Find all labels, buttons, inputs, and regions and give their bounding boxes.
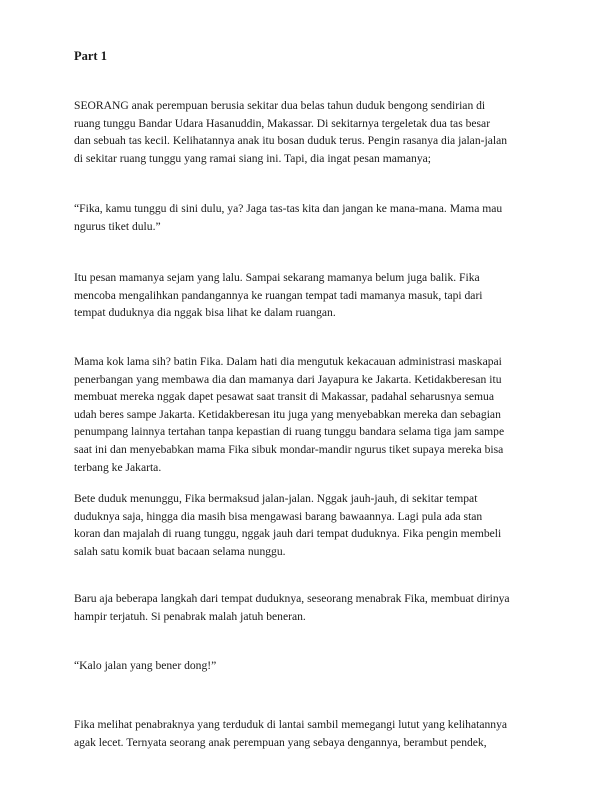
paragraph-line: di sekitar ruang tunggu yang ramai siang ini. Tapi, dia ingat pesan mamanya; [74, 151, 431, 165]
paragraph-line: Fika melihat penabraknya yang terduduk di lantai sambil memegangi lutut yang kelihatannya [74, 718, 508, 731]
paragraph-line: Mama kok lama sih? batin Fika. Dalam hati dia mengutuk kekacauan administrasi maskapai [74, 355, 502, 368]
paragraph-line: mencoba mengalihkan pandangannya ke ruangan tempat tadi mamanya masuk, tapi dari [74, 288, 483, 302]
paragraph-line: koran dan majalah di ruang tunggu, nggak jauh dari tempat duduknya. Fika pengin membeli [74, 527, 502, 541]
paragraph-line: penerbangan yang membawa dia dan mamanya dari Jayapura ke Jakarta. Ketidakberesan itu [74, 372, 502, 386]
paragraph-line: SEORANG anak perempuan berusia sekitar dua belas tahun duduk bengong sendirian di [74, 99, 486, 112]
paragraph-line: ngurus tiket dulu.” [74, 219, 161, 233]
paragraph-line: agak lecet. Ternyata seorang anak perempuan yang sebaya dengannya, berambut pendek, [74, 735, 487, 749]
paragraph [74, 490, 534, 560]
paragraph-line: saat ini dan menyebabkan mama Fika sibuk mondar-mandir ngurus tiket supaya mereka bisa [74, 442, 504, 456]
paragraph-line: tempat duduknya dia nggak bisa lihat ke dalam ruangan. [74, 306, 336, 320]
paragraph-line: salah satu komik buat bacaan selama nunggu. [74, 544, 286, 558]
paragraph [74, 200, 534, 235]
paragraph [74, 716, 534, 751]
paragraph-line: membuat mereka nggak dapet pesawat saat transit di Makassar, padahal seharusnya semua [74, 390, 494, 404]
paragraph-line: ruang tunggu Bandar Udara Hasanuddin, Makassar. Di sekitarnya tergeletak dua tas besar [74, 116, 491, 130]
paragraph [74, 269, 534, 322]
paragraph-line: udah beres sampe Jakarta. Ketidakberesan itu juga yang menyebabkan mereka dan sebagian [74, 407, 501, 421]
paragraph-line: Itu pesan mamanya sejam yang lalu. Sampai sekarang mamanya belum juga balik. Fika [74, 271, 480, 284]
paragraph [74, 97, 534, 167]
paragraph [74, 353, 534, 476]
paragraph-line: hampir terjatuh. Si penabrak malah jatuh beneran. [74, 609, 306, 623]
paragraph-line: dan sebuah tas kecil. Kelihatannya anak itu bosan duduk terus. Pengin rasanya dia jalan-jalan [74, 134, 508, 148]
paragraph-line: Bete duduk menunggu, Fika bermaksud jalan-jalan. Nggak jauh-jauh, di sekitar tempat [74, 492, 478, 505]
paragraph-line: penumpang lainnya tertahan tanpa kepastian di ruang tunggu bandara selama tiga jam sampe [74, 425, 505, 439]
paragraph [74, 657, 534, 675]
paragraph-line: terbang ke Jakarta. [74, 460, 162, 474]
paragraph [74, 590, 534, 625]
part-heading: Part 1 [74, 49, 107, 63]
paragraph-line: duduknya saja, hingga dia masih bisa mengawasi barang bawaannya. Lagi pula ada stan [74, 509, 483, 523]
paragraph-line: “Kalo jalan yang bener dong!” [74, 659, 217, 672]
paragraph-line: Baru aja beberapa langkah dari tempat duduknya, seseorang menabrak Fika, membuat dirinya [74, 592, 510, 605]
paragraph-line: “Fika, kamu tunggu di sini dulu, ya? Jaga tas-tas kita dan jangan ke mana-mana. Mama mau [74, 202, 503, 215]
